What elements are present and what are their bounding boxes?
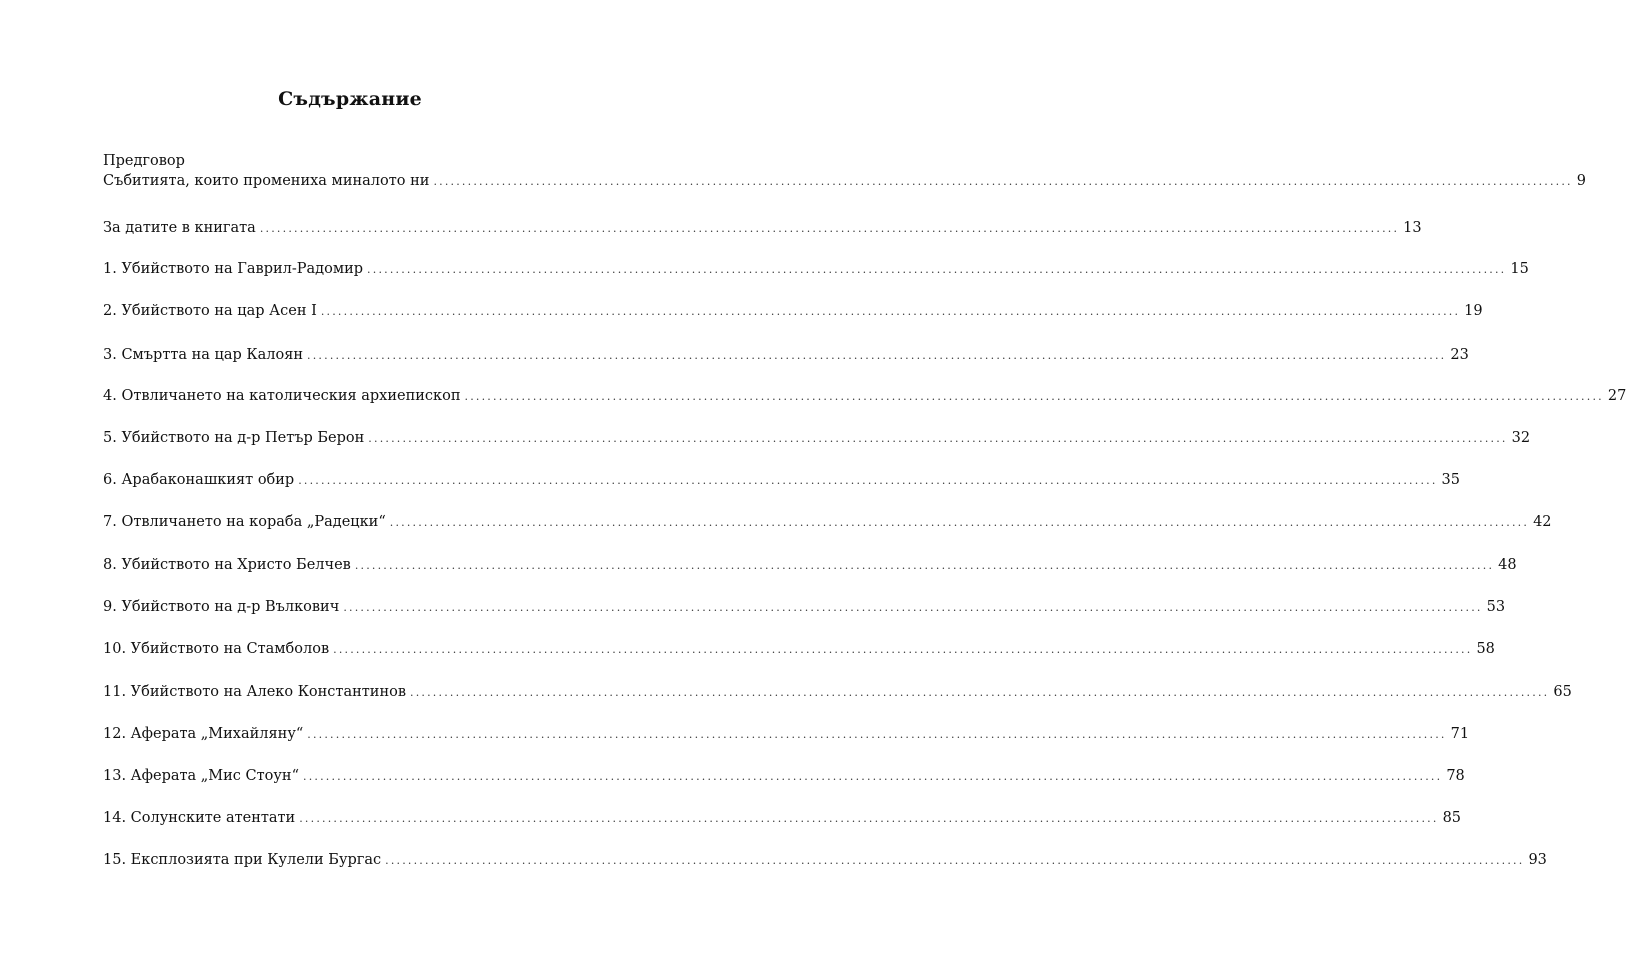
dot-leader: ........................................................................................................................................................................................................ (343, 601, 1483, 614)
dot-leader: ........................................................................................................................................................................................................ (464, 390, 1604, 403)
toc-page-number: 27 (1607, 388, 1626, 404)
toc-entry-label: За датите в книгата (103, 220, 256, 236)
toc-entry-label: 1. Убийството на Гаврил-Радомир (103, 261, 364, 277)
dot-leader: ........................................................................................................................................................................................................ (333, 643, 1473, 656)
dot-leader: ........................................................................................................................................................................................................ (303, 770, 1443, 783)
dot-leader: ........................................................................................................................................................................................................ (320, 305, 1461, 318)
toc-page-number: 19 (1464, 303, 1483, 319)
toc-entry-label: 6. Арабаконашкият обир (103, 472, 295, 488)
dot-leader: ........................................................................................................................................................................................................ (259, 222, 1400, 235)
toc-entry-label: 10. Убийството на Стамболов (103, 641, 330, 657)
toc-entry (103, 218, 1422, 239)
dot-leader: ........................................................................................................................................................................................................ (299, 812, 1439, 825)
toc-page-number: 48 (1498, 557, 1517, 573)
dot-leader: ........................................................................................................................................................................................................ (385, 854, 1525, 867)
toc-page-number: 58 (1476, 641, 1495, 657)
toc-entry-label: 3. Смъртта на цар Калоян (103, 347, 304, 363)
toc-entry (103, 850, 1547, 871)
toc-entry-label: 9. Убийството на д-р Вълкович (103, 599, 340, 615)
toc-entry (103, 766, 1465, 787)
toc-page-number: 53 (1486, 599, 1506, 615)
toc-page-number: 32 (1511, 430, 1531, 446)
dot-leader: ........................................................................................................................................................................................................ (298, 474, 1438, 487)
toc-page-number: 9 (1576, 173, 1586, 189)
toc-page-number: 78 (1446, 768, 1465, 784)
dot-leader: ........................................................................................................................................................................................................ (410, 686, 1550, 699)
dot-leader: ........................................................................................................................................................................................................ (389, 516, 1530, 529)
toc-page-number: 13 (1403, 220, 1422, 236)
toc-entry-label: Събитията, които промениха миналото ни (103, 173, 430, 189)
toc-entry (103, 512, 1552, 533)
toc-page-number: 65 (1553, 684, 1572, 700)
toc-page-number: 71 (1450, 726, 1470, 742)
toc-entry (103, 808, 1462, 829)
toc-page-number: 85 (1442, 810, 1462, 826)
dot-leader: ........................................................................................................................................................................................................ (354, 559, 1495, 572)
page-title: Съдържание (278, 88, 422, 110)
dot-leader: ........................................................................................................................................................................................................ (307, 349, 1447, 362)
toc-entry-label: 2. Убийството на цар Асен I (103, 303, 317, 319)
toc-entry (103, 724, 1470, 745)
toc-entry (103, 555, 1517, 576)
toc-entry (103, 259, 1529, 280)
toc-entry-label: 13. Аферата „Мис Стоун“ (103, 768, 299, 784)
toc-entry-heading: Предговор (103, 153, 185, 169)
toc-page-number: 42 (1533, 514, 1552, 530)
dot-leader: ........................................................................................................................................................................................................ (367, 263, 1507, 276)
toc-entry (103, 597, 1506, 618)
toc-entry (103, 639, 1495, 660)
dot-leader: ........................................................................................................................................................................................................ (433, 175, 1573, 188)
toc-entry (103, 345, 1469, 366)
toc-page-number: 15 (1510, 261, 1529, 277)
toc-entry (103, 428, 1531, 449)
toc-entry-preface (103, 151, 1586, 192)
toc-entry-label: 14. Солунските атентати (103, 810, 296, 826)
toc-page-number: 35 (1441, 472, 1460, 488)
toc-entry (103, 386, 1626, 407)
toc-entry (103, 470, 1460, 491)
dot-leader: ........................................................................................................................................................................................................ (307, 728, 1447, 741)
toc-entry-label: 11. Убийството на Алеко Константинов (103, 684, 407, 700)
toc-entry-label: 7. Отвличането на кораба „Радецки“ (103, 514, 386, 530)
toc-entry-label: 5. Убийството на д-р Петър Берон (103, 430, 365, 446)
toc-entry-label: 8. Убийството на Христо Белчев (103, 557, 351, 573)
toc-page-number: 23 (1450, 347, 1469, 363)
toc-entry-label: 4. Отвличането на католическия архиепископ (103, 388, 461, 404)
dot-leader: ........................................................................................................................................................................................................ (368, 432, 1508, 445)
toc-page-number: 93 (1528, 852, 1547, 868)
toc-entry-label: 15. Експлозията при Кулели Бургас (103, 852, 382, 868)
toc-entry (103, 301, 1483, 322)
toc-entry-label: 12. Аферата „Михайляну“ (103, 726, 304, 742)
toc-entry (103, 682, 1572, 703)
